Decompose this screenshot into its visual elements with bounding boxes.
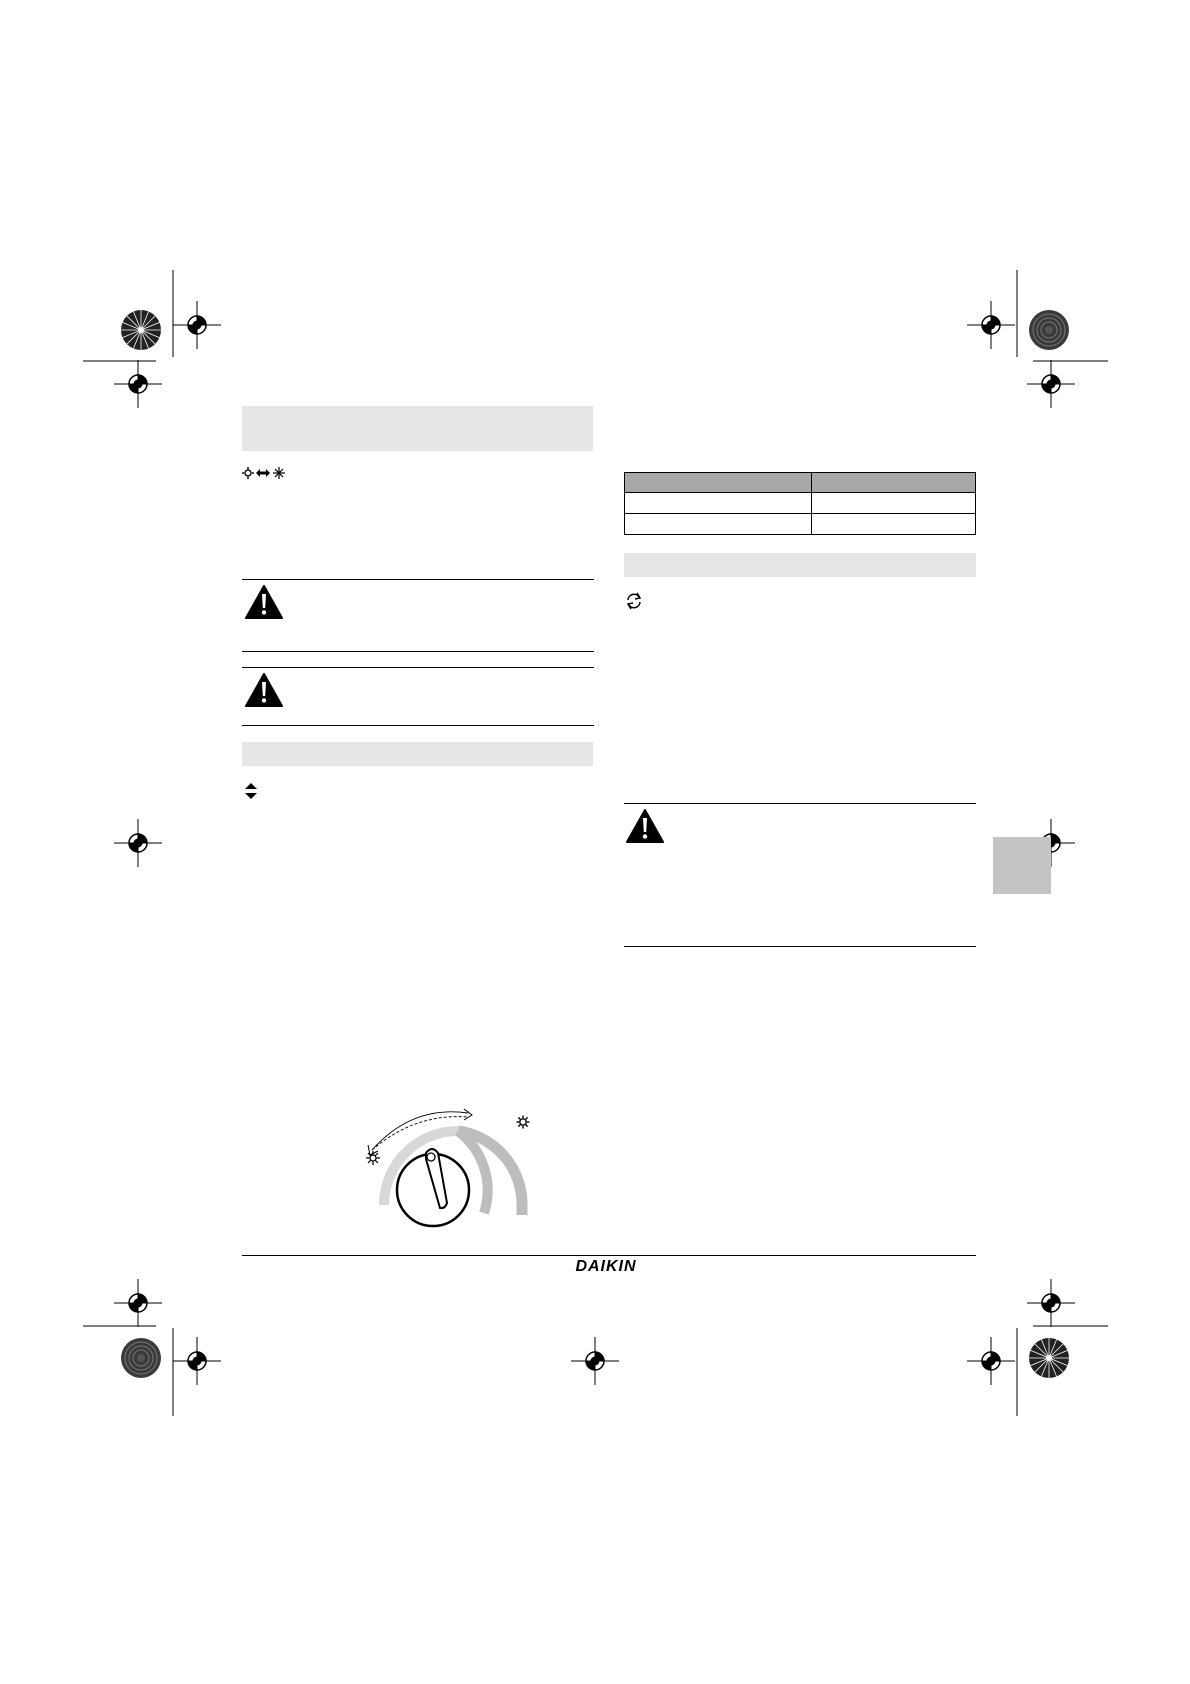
table-row: [625, 493, 976, 514]
warning-icon: [626, 809, 664, 843]
warning-icon: [245, 585, 283, 619]
up-down-arrow-icon: [244, 782, 258, 800]
warning-bottom-rule: [624, 946, 976, 947]
table-cell: [812, 514, 976, 535]
table-header-cell: [812, 473, 976, 493]
table-header-cell: [625, 473, 812, 493]
chapter-side-tab: [993, 837, 1051, 894]
section-header-band: [624, 553, 976, 577]
cycle-arrows-icon: [625, 592, 643, 610]
warning-top-rule: [624, 803, 976, 804]
footer-rule: [242, 1255, 976, 1256]
table-cell: [625, 493, 812, 514]
heat-cool-changeover-icon: [242, 466, 286, 480]
settings-table: [624, 472, 976, 535]
warning-icon: [245, 673, 283, 707]
section-header-band-large: [242, 406, 593, 451]
warning-top-rule: [242, 579, 594, 580]
cool-snowflake-icon: [516, 1115, 530, 1129]
warning-top-rule: [242, 667, 594, 668]
table-cell: [625, 514, 812, 535]
heat-sun-icon: [366, 1151, 380, 1165]
table-row: [625, 514, 976, 535]
table-header-row: [625, 473, 976, 493]
section-header-band: [242, 742, 593, 766]
daikin-logo: DAIKIN: [575, 1258, 637, 1275]
warning-bottom-rule: [242, 725, 594, 726]
heat-cool-dial-illustration: [360, 1105, 560, 1255]
warning-bottom-rule: [242, 651, 594, 652]
table-cell: [812, 493, 976, 514]
